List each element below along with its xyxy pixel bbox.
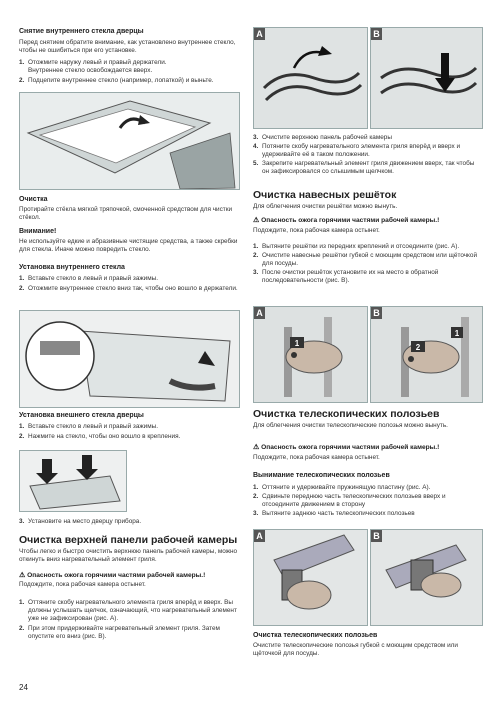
step-item: 3. Очистите верхнюю панель рабочей камеры [253, 134, 392, 141]
figure-install-inner-glass [19, 310, 240, 408]
section-title-remove-glass: Снятие внутреннего стекла дверцы [19, 28, 144, 35]
attention-text: Не используйте едкие и абразивные чистящие средства, а также скребки для стекла. Иначе можно повредить стекло. [19, 238, 238, 253]
top-panel-intro: Чтобы легко и быстро очистить верхнюю панель рабочей камеры, можно откинуть вниз нагревательный элемент гриля. [19, 548, 238, 563]
telescopic-intro: Для облегчения очистки телескопические полозья можно вынуть. [253, 422, 448, 429]
section-title-removal: Вынимание телескопических полозьев [253, 472, 390, 479]
step-item: 5. Закрепите нагревательный элемент гриля движением вверх, так чтобы он зафиксировался со слышимым щелчком. [253, 160, 475, 175]
burn-warning-text: Подождите, пока рабочая камера остынет. [19, 581, 146, 588]
top-panel-steps-continued [253, 134, 481, 176]
figure-telescopic-b [370, 529, 483, 626]
step-item: 2. При этом придерживайте нагревательный элемент гриля. Затем опустите его вниз (рис. В). [19, 625, 220, 640]
install-outer-glass-illustration [20, 451, 126, 511]
figure-door-glass-removal [19, 92, 240, 190]
figure-label-a: A [254, 307, 265, 319]
top-panel-steps [19, 599, 241, 641]
figure-label-b: B [371, 307, 382, 319]
telescopic-rail-a-illustration [254, 530, 367, 625]
cleaning-text: Протирайте стёкла мягкой тряпочкой, смоченной средством для чистки стёкол. [19, 206, 233, 221]
step-item: 2. Очистите навесные решётки губкой с моющим средством или щёточкой для посуды. [253, 252, 478, 267]
figure-rack-a [253, 306, 368, 403]
step-item: 3. После очистки решёток установите их на место в обратной последовательности (рис. В). [253, 269, 439, 284]
section-title-install-outer: Установка внешнего стекла дверцы [19, 412, 144, 419]
step-item: 3. Установите на место дверцу прибора. [19, 518, 142, 525]
racks-warning-text: Подождите, пока рабочая камера остынет. [253, 227, 380, 234]
step-item: 4. Потяните скобу нагревательного элемента гриля вперёд и вверх и удерживайте её в таком положении. [253, 143, 461, 158]
install-inner-glass-illustration [20, 311, 239, 407]
step-item: 2. Сдвиньте переднюю часть телескопических полозьев вверх и отсоедините движением в сторону [253, 493, 446, 508]
step-item: 3. Вытяните заднюю часть телескопических полозьев [253, 510, 415, 517]
grill-element-b-illustration [371, 28, 482, 128]
attention-title: Внимание! [19, 228, 57, 235]
telescopic-burn-warning: ⚠ Опасность ожога горячими частями рабочей камеры.! [253, 444, 440, 451]
warning-triangle-icon: ⚠ [19, 572, 26, 579]
figure-grill-b [370, 27, 483, 129]
figure-label-b: B [371, 530, 382, 542]
rack-b-step-mark: 1 [454, 329, 460, 338]
racks-burn-warning: ⚠ Опасность ожога горячими частями рабочей камеры.! [253, 217, 440, 224]
install-outer-step3 [19, 518, 241, 526]
figure-install-outer-glass [19, 450, 127, 512]
install-inner-steps [19, 275, 241, 293]
install-outer-steps [19, 423, 241, 441]
step-item: 2. Отожмите внутреннее стекло вниз так, чтобы оно вошло в держатели. [19, 285, 238, 292]
rack-removal-b-illustration [371, 307, 482, 402]
step-item: 1. Оттяните скобу нагревательного элемента гриля вперёд и вверх. Вы должны услышать щелчок, означающий, что нагревательный элемент уже не зафиксирован (рис. А). [19, 599, 237, 622]
burn-warning: ⚠ Опасность ожога горячими частями рабочей камеры.! [19, 572, 206, 579]
step-item: 1. Отожмите наружу левый и правый держатели. Внутреннее стекло освобождается вверх. [19, 59, 167, 74]
section-title-clean-telescopic: Очистка телескопических полозьев [253, 632, 378, 639]
figure-rack-b [370, 306, 483, 403]
rack-b-step-mark: 2 [415, 343, 421, 352]
step-item: 1. Вставьте стекло в левый и правый зажимы. [19, 423, 159, 430]
telescopic-removal-steps [253, 484, 481, 518]
section-title-install-inner: Установка внутреннего стекла [19, 264, 125, 271]
section-title-racks: Очистка навесных решёток [253, 189, 397, 201]
figure-telescopic-a [253, 529, 368, 626]
step-item: 1. Вытяните решётки из передних креплений и отсоедините (рис. А). [253, 243, 460, 250]
warning-triangle-icon: ⚠ [253, 444, 260, 451]
telescopic-warning-text: Подождите, пока рабочая камера остынет. [253, 454, 380, 461]
warning-triangle-icon: ⚠ [253, 217, 260, 224]
rack-a-step-mark: 1 [294, 339, 300, 348]
step-item: 1. Оттяните и удерживайте пружинящую пластину (рис. А). [253, 484, 431, 491]
clean-telescopic-text: Очистите телескопические полозья губкой с моющим средством или щёточкой для посуды. [253, 642, 458, 657]
racks-steps [253, 243, 481, 285]
door-glass-illustration [20, 93, 239, 189]
remove-glass-steps [19, 59, 241, 85]
telescopic-rail-b-illustration [371, 530, 482, 625]
figure-label-a: A [254, 530, 265, 542]
section-title-cleaning: Очистка [19, 196, 48, 203]
step-item: 2. Подцепите внутреннее стекло (например, лопаткой) и выньте. [19, 77, 214, 84]
section-title-top-panel: Очистка верхней панели рабочей камеры [19, 534, 238, 546]
grill-element-a-illustration [254, 28, 367, 128]
figure-grill-a [253, 27, 368, 129]
rack-removal-a-illustration [254, 307, 367, 402]
racks-intro: Для облегчения очистки решётки можно вынуть. [253, 203, 398, 210]
remove-glass-intro: Перед снятием обратите внимание, как установлено внутреннее стекло, чтобы не ошибиться при его установке. [19, 39, 236, 54]
figure-label-a: A [254, 28, 265, 40]
section-title-telescopic: Очистка телескопических полозьев [253, 408, 440, 420]
step-item: 2. Нажмите на стекло, чтобы оно вошло в крепления. [19, 433, 181, 440]
step-item: 1. Вставьте стекло в левый и правый зажимы. [19, 275, 159, 282]
figure-label-b: B [371, 28, 382, 40]
page-number: 24 [19, 683, 28, 692]
